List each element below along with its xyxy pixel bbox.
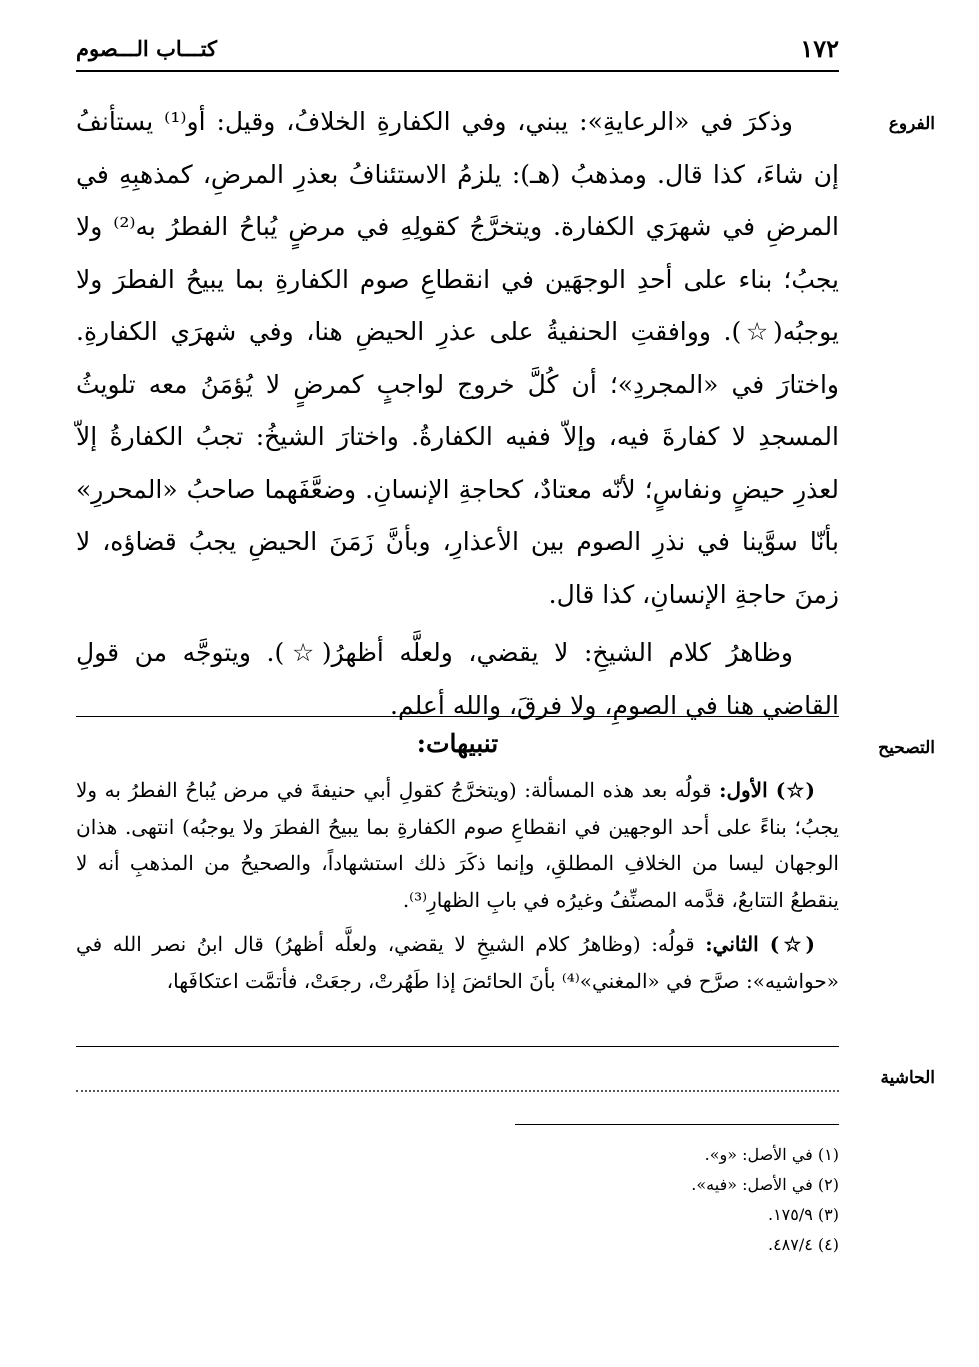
page-number: ١٧٢ <box>800 34 839 63</box>
tanbih-second-text: قولُه: (وظاهرُ كلام الشيخِ لا يقضي، ولعلَّه أظهرُ) قال ابنُ نصر الله في «حواشيه»: صرَّح في «المغني»⁽⁴⁾ بأنَ الحائضَ إذا طَهُرتْ، رجعَتْ، فأتمَّت اعتكافَها، <box>76 932 839 993</box>
tasheeh-divider <box>76 1046 839 1047</box>
label-furu: الفروع <box>888 114 935 134</box>
main-paragraph-2: وظاهرُ كلام الشيخِ: لا يقضي، ولعلَّه أظهرُ(☆). ويتوجَّه من قولِ القاضي هنا في الصومِ، ولا فرقَ، والله أعلم. <box>76 638 839 720</box>
tasheeh-text <box>76 772 839 999</box>
hashiya-dotted-line <box>76 1090 839 1092</box>
section-divider <box>76 716 839 717</box>
tanbih-first-label: (☆) الأول: <box>719 778 816 802</box>
label-tasheeh: التصحيح <box>878 738 935 758</box>
tanbih-second-label: (☆) الثاني: <box>705 932 816 956</box>
footnotes <box>76 1140 839 1260</box>
footnote-item: (٣) ١٧٥/٩. <box>767 1205 839 1224</box>
tanbih-first <box>76 772 839 918</box>
main-paragraph-1: وذكرَ في «الرعايةِ»: يبني، وفي الكفارةِ الخلافُ، وقيل: أو⁽¹⁾ يستأنفُ إن شاءَ، كذا قال. ومذهبُ (هـ): يلزمُ الاستئنافُ بعذرِ المرضِ، كمذهبِهِ في المرضِ في شهرَي الكفارة. ويتخرَّجُ كقولِهِ في مرضٍ يُباحُ الفطرُ به⁽²⁾ ولا يجبُ؛ بناء على أحدِ الوجهَين في انقطاعِ صوم الكفارةِ بما يبيحُ الفطرَ ولا يوجبُه(☆). ووافقتِ الحنفيةُ على عذرِ الحيضِ هنا، وفي شهرَي الكفارةِ. واختارَ في «المجردِ»؛ أن كُلَّ خروج لواجبٍ كمرضٍ لا يُؤمَنُ معه تلويثُ المسجدِ لا كفارةَ فيه، وإلاّ ففيه الكفارةُ. واختارَ الشيخُ: تجبُ الكفارةُ إلاّ لعذرِ حيضٍ ونفاسٍ؛ لأنّه معتادٌ، كحاجةِ الإنسانِ. وضعَّفَهما صاحبُ «المحررِ» بأنّا سوَّينا في نذرِ الصوم بين الأعذارِ، وبأنَّ زَمَنَ الحيضِ يجبُ قضاؤه، لا زمنَ حاجةِ الإنسانِ، كذا قال. <box>76 107 840 609</box>
running-title: كتـــاب الـــصوم <box>76 36 218 61</box>
footnote-item: (٢) في الأصل: «فيه». <box>691 1175 839 1194</box>
footnote-item: (٤) ٤٨٧/٤. <box>767 1235 839 1254</box>
footnote-item: (١) في الأصل: «و». <box>704 1145 839 1164</box>
page-header <box>76 34 839 68</box>
main-text <box>76 96 839 732</box>
tanbih-second <box>76 926 839 999</box>
tanbihat-title: تنبيهات: <box>416 729 499 758</box>
label-hashiya: الحاشية <box>880 1068 935 1088</box>
tanbih-first-text: قولُه بعد هذه المسألة: (ويتخرَّجُ كقولِ أبي حنيفةَ في مرض يُباحُ الفطرُ به ولا يجبُ؛ بناءً على أحد الوجهين في انقطاعِ صوم الكفارةِ بما يبيحُ الفطرَ ولا يوجبُه) انتهى. هذان الوجهان ليسا من الخلافِ المطلقِ، وإنما ذكَرَ ذلك استشهاداً، والصحيحُ من المذهبِ أنه لا ينقطعُ التتابعُ، قدَّمه المصنِّفُ وغيرُه في بابِ الظهارِ⁽³⁾. <box>76 778 839 912</box>
header-rule <box>76 70 839 72</box>
footnote-rule <box>515 1124 839 1125</box>
